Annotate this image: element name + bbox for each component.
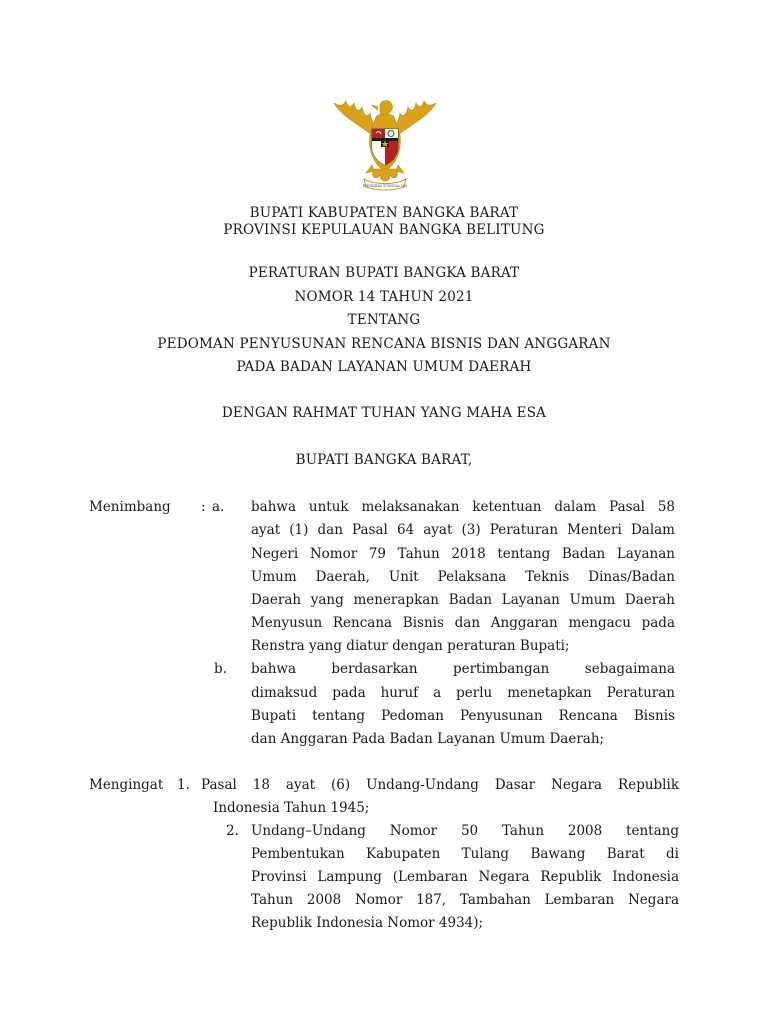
menimbang-label: Menimbang [89, 499, 171, 515]
invocation: DENGAN RAHMAT TUHAN YANG MAHA ESA [221, 405, 547, 421]
regulation-title: PERATURAN BUPATI BANGKA BARAT [248, 265, 520, 281]
regulation-subject-line2: PADA BADAN LAYANAN UMUM DAERAH [236, 359, 532, 375]
mengingat-item-1-marker: 1. [177, 777, 190, 793]
emblem-motto: BHINNEKA TUNGGAL IKA [363, 184, 407, 188]
mengingat-2-line: Provinsi Lampung (Lembaran Negara Republik Indonesia [251, 869, 679, 885]
menimbang-item-a-marker: a. [212, 499, 225, 515]
mengingat-item-2-marker: 2. [226, 823, 239, 839]
header-regent: BUPATI KABUPATEN BANGKA BARAT [249, 205, 519, 221]
regulation-number: NOMOR 14 TAHUN 2021 [294, 289, 474, 305]
menimbang-a-line: Daerah yang menerapkan Badan Layanan Umum Daerah [251, 592, 675, 608]
header-province: PROVINSI KEPULAUAN BANGKA BELITUNG [223, 222, 545, 238]
menimbang-a-line: bahwa untuk melaksanakan ketentuan dalam Pasal 58 [251, 499, 675, 515]
garuda-emblem-icon [330, 95, 440, 195]
menimbang-item-b-marker: b. [214, 661, 227, 677]
mengingat-2-line: Republik Indonesia Nomor 4934); [251, 915, 484, 931]
mengingat-1-line: Pasal 18 ayat (6) Undang-Undang Dasar Negara Republik [201, 777, 679, 793]
menimbang-colon: : [201, 499, 206, 515]
mengingat-label: Mengingat [89, 777, 164, 793]
regulation-about: TENTANG [347, 312, 421, 328]
authority: BUPATI BANGKA BARAT, [295, 452, 473, 468]
mengingat-2-line: Pembentukan Kabupaten Tulang Bawang Barat di [251, 846, 679, 862]
menimbang-b-line: Bupati tentang Pedoman Penyusunan Rencana Bisnis [251, 708, 675, 724]
mengingat-2-line: Undang–Undang Nomor 50 Tahun 2008 tentang [251, 823, 679, 839]
regulation-subject-line1: PEDOMAN PENYUSUNAN RENCANA BISNIS DAN ANGGARAN [157, 336, 611, 352]
mengingat-2-line: Tahun 2008 Nomor 187, Tambahan Lembaran Negara [251, 892, 679, 908]
menimbang-a-line: Renstra yang diatur dengan peraturan Bupati; [251, 638, 570, 654]
mengingat-1-line: Indonesia Tahun 1945; [213, 800, 370, 816]
menimbang-b-line: dimaksud pada huruf a perlu menetapkan Peraturan [251, 685, 675, 701]
menimbang-b-line: bahwa berdasarkan pertimbangan sebagaimana [251, 661, 675, 677]
menimbang-a-line: Umum Daerah, Unit Pelaksana Teknis Dinas/Badan [251, 569, 675, 585]
menimbang-a-line: Negeri Nomor 79 Tahun 2018 tentang Badan Layanan [251, 546, 675, 562]
menimbang-b-line: dan Anggaran Pada Badan Layanan Umum Daerah; [251, 731, 605, 747]
menimbang-a-line: Menyusun Rencana Bisnis dan Anggaran mengacu pada [251, 615, 675, 631]
menimbang-a-line: ayat (1) dan Pasal 64 ayat (3) Peraturan Menteri Dalam [251, 522, 675, 538]
